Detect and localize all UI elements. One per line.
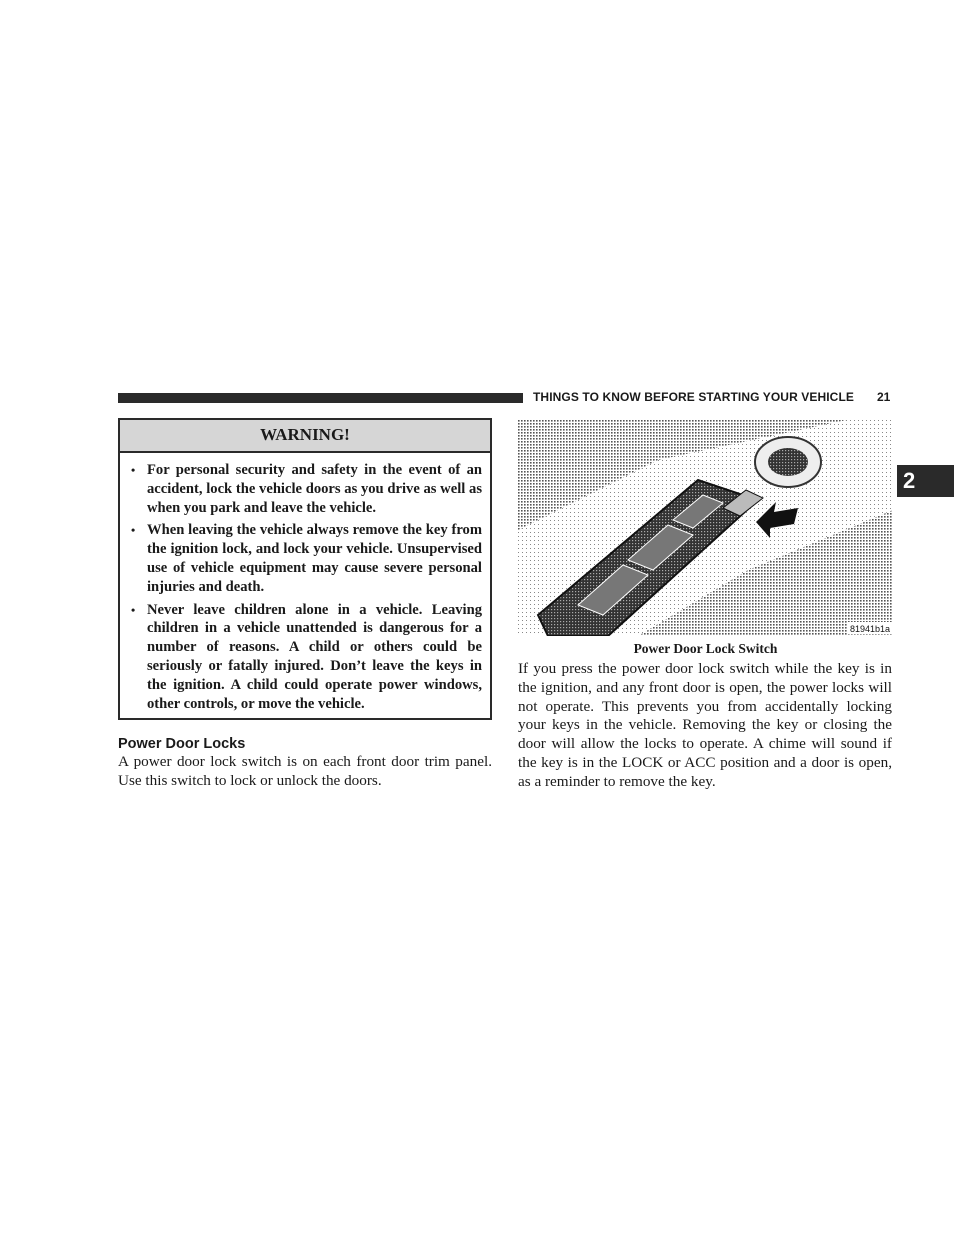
image-code-label: 81941b1a — [850, 624, 891, 634]
mirror-control-center — [768, 448, 808, 476]
section-heading: Power Door Locks — [118, 736, 246, 752]
power-door-lock-switch-illustration — [518, 420, 893, 636]
page-number: 21 — [877, 390, 891, 404]
bullet-icon: • — [131, 463, 136, 477]
warning-box — [118, 418, 492, 720]
chapter-tab: 2 — [897, 465, 954, 497]
bullet-icon: • — [131, 602, 136, 617]
warning-item — [128, 601, 482, 714]
warning-item-text: For personal security and safety in the event of an accident, lock the vehicle doors as you drive as well as when you park and leave the vehicle. — [147, 462, 482, 516]
figure-paragraph: If you press the power door lock switch while the key is in the ignition, and any front door is open, the power locks will not operate. This prevents you from accidentally locking your keys in the vehicle. Removing the key or closing the door will allow the locks to operate. A chime will sound if the key is in the LOCK or ACC position and a door is open, as a reminder to remove the key. — [518, 660, 892, 790]
warning-item — [128, 521, 482, 596]
warning-item — [128, 461, 482, 517]
section-paragraph: A power door lock switch is on each front door trim panel. Use this switch to lock or unlock the doors. — [118, 753, 492, 789]
header-rule — [118, 393, 523, 403]
running-header-title: THINGS TO KNOW BEFORE STARTING YOUR VEHICLE — [533, 390, 854, 404]
warning-item-text: When leaving the vehicle always remove the key from the ignition lock, and lock your vehicle. Unsupervised use of vehicle equipment may cause severe personal injuries and death. — [147, 522, 482, 595]
warning-title: WARNING! — [120, 420, 490, 453]
warning-list — [120, 453, 490, 713]
figure-caption: Power Door Lock Switch — [633, 641, 778, 656]
warning-item-text: Never leave children alone in a vehicle. Leaving children in a vehicle unattended is dangerous for a number of reasons. A child or others could be seriously or fatally injured. Don’t leave the keys in the ignition. A child could operate power windows, other controls, or move the vehicle. — [147, 601, 482, 712]
bullet-icon: • — [131, 523, 136, 538]
